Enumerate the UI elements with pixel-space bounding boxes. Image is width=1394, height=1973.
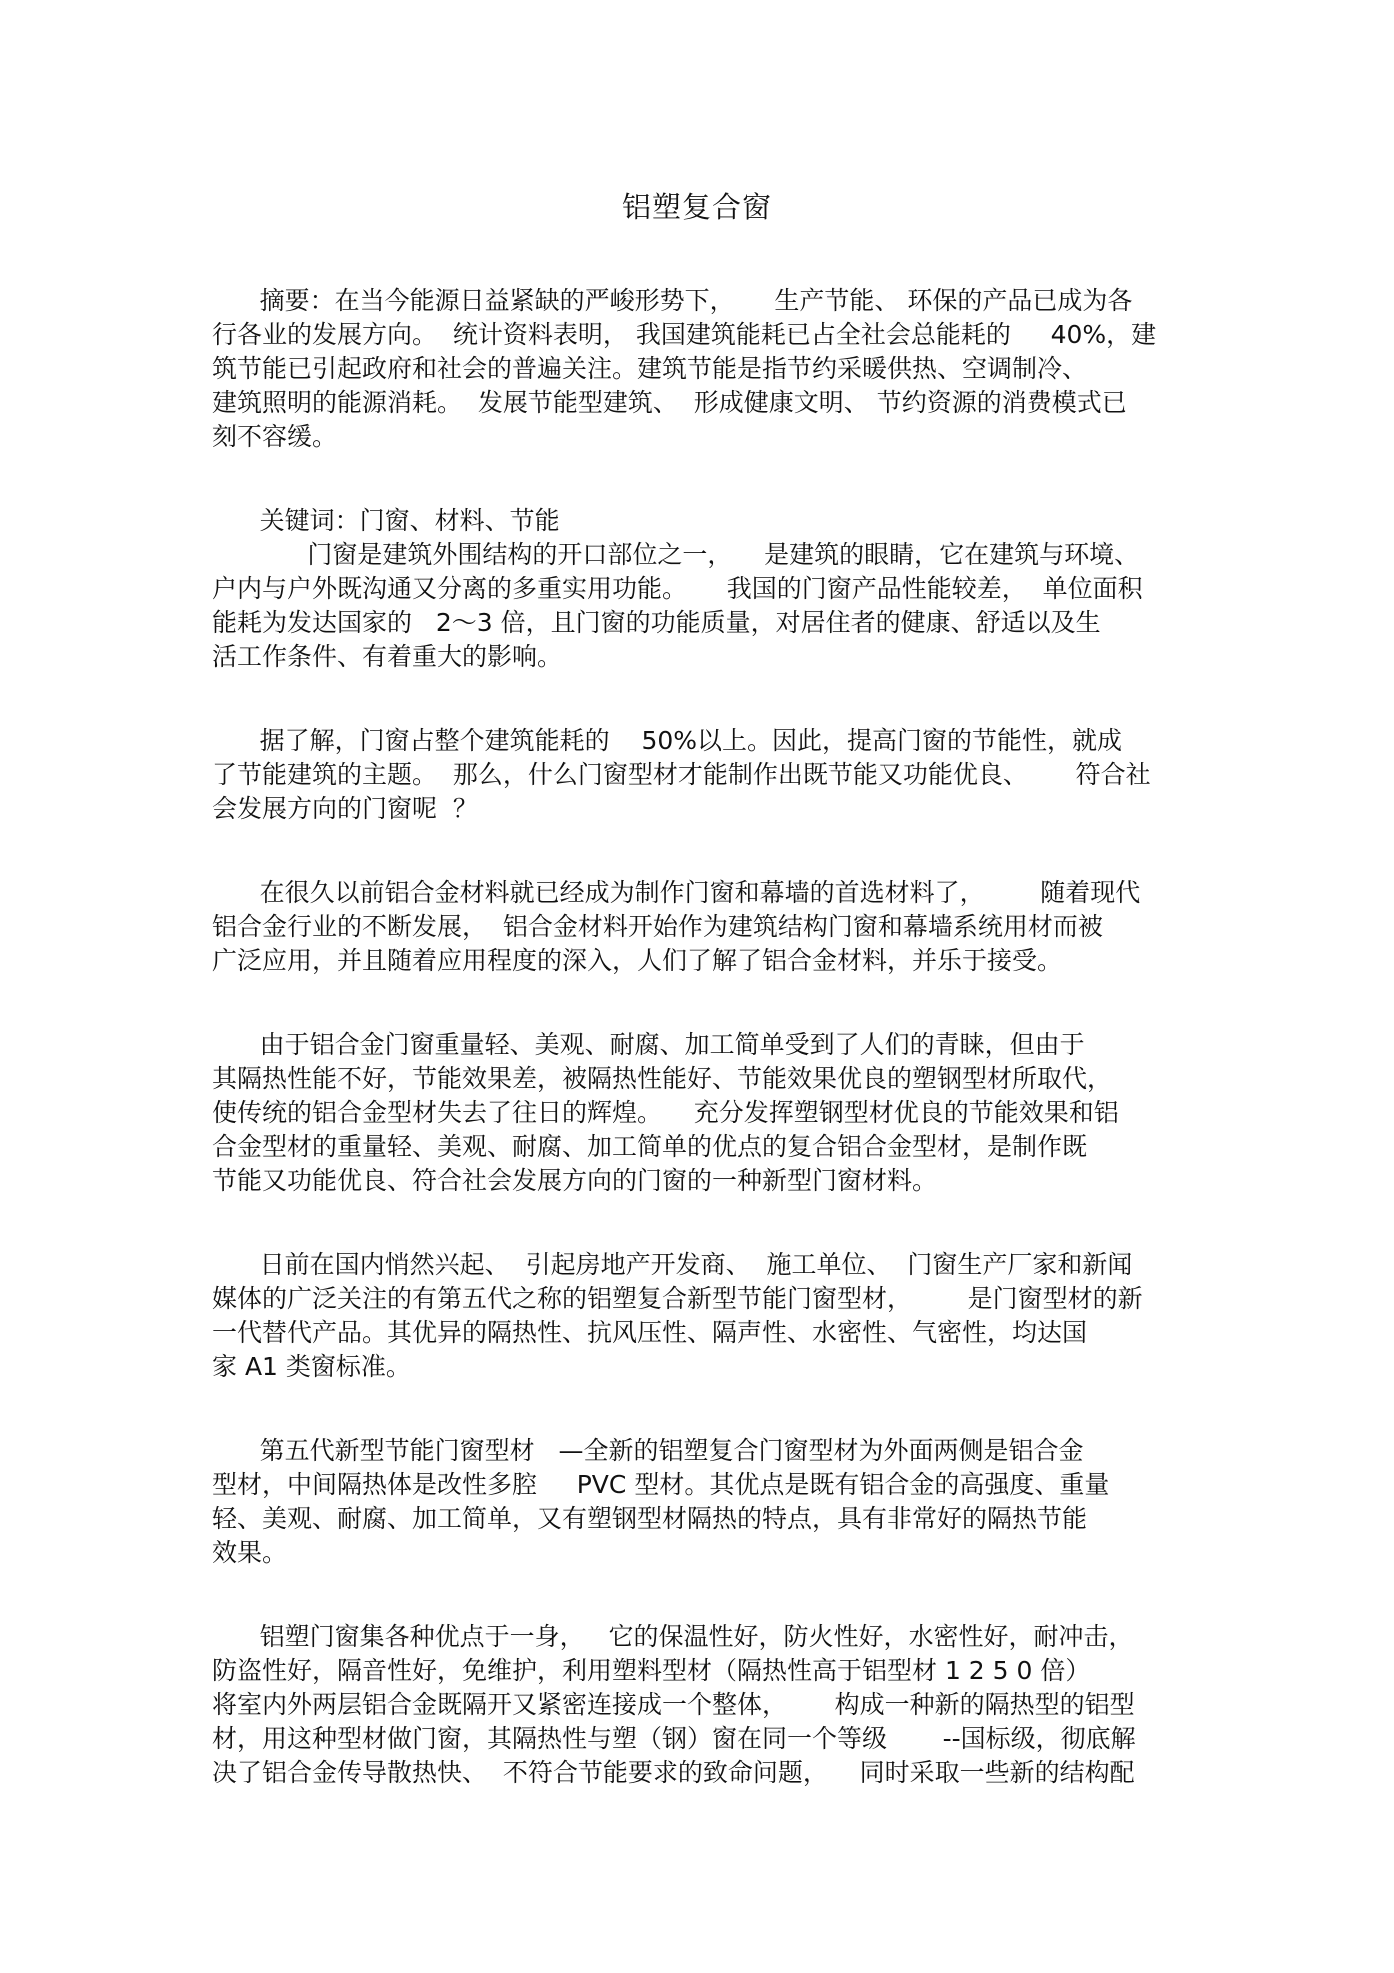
paragraph-line: 型材，中间隔热体是改性多腔 PVC 型材。其优点是既有铝合金的高强度、重量	[212, 1470, 1110, 1499]
paragraph-line: 其隔热性能不好，节能效果差，被隔热性能好、节能效果优良的塑钢型材所取代，	[212, 1064, 1113, 1093]
paragraph-line: 媒体的广泛关注的有第五代之称的铝塑复合新型节能门窗型材， 是门窗型材的新	[212, 1284, 1143, 1313]
paragraph-line: 使传统的铝合金型材失去了往日的辉煌。 充分发挥塑钢型材优良的节能效果和铝	[212, 1098, 1119, 1127]
paragraph-line: 日前在国内悄然兴起、 引起房地产开发商、 施工单位、 门窗生产厂家和新闻	[212, 1250, 1133, 1279]
paragraph-line: 防盗性好，隔音性好，免维护，利用塑料型材（隔热性高于铝型材 1 2 5 0 倍）	[212, 1656, 1091, 1685]
paragraph-line: 效果。	[212, 1538, 288, 1567]
paragraph-line: 铝塑门窗集各种优点于一身， 它的保温性好，防火性好，水密性好，耐冲击，	[212, 1622, 1134, 1651]
paragraph-line: 刻不容缓。	[212, 422, 338, 451]
paragraph-line: 合金型材的重量轻、美观、耐腐、加工简单的优点的复合铝合金型材，是制作既	[212, 1132, 1088, 1161]
paragraph-line: 广泛应用，并且随着应用程度的深入，人们了解了铝合金材料，并乐于接受。	[212, 946, 1063, 975]
keywords-line: 关键词：门窗、材料、节能	[212, 506, 560, 535]
paragraph-line: 建筑照明的能源消耗。 发展节能型建筑、 形成健康文明、 节约资源的消费模式已	[212, 388, 1127, 417]
paragraph-line: 第五代新型节能门窗型材 —全新的铝塑复合门窗型材为外面两侧是铝合金	[212, 1436, 1084, 1465]
paragraph-line: 据了解，门窗占整个建筑能耗的 50%以上。因此，提高门窗的节能性，就成	[212, 726, 1123, 755]
paragraph-line: 在很久以前铝合金材料就已经成为制作门窗和幕墙的首选材料了， 随着现代	[212, 878, 1141, 907]
paragraph-line: 材，用这种型材做门窗，其隔热性与塑（钢）窗在同一个等级 --国标级，彻底解	[212, 1724, 1136, 1753]
paragraph-line: 户内与户外既沟通又分离的多重实用功能。 我国的门窗产品性能较差， 单位面积	[212, 574, 1143, 603]
paragraph-line: 将室内外两层铝合金既隔开又紧密连接成一个整体， 构成一种新的隔热型的铝型	[212, 1690, 1135, 1719]
paragraph-line: 决了铝合金传导散热快、 不符合节能要求的致命问题， 同时采取一些新的结构配	[212, 1758, 1135, 1787]
paragraph-line: 行各业的发展方向。 统计资料表明， 我国建筑能耗已占全社会总能耗的 40%，建	[212, 320, 1157, 349]
paragraph-line: 铝合金行业的不断发展， 铝合金材料开始作为建筑结构门窗和幕墙系统用材而被	[212, 912, 1103, 941]
paragraph-line: 筑节能已引起政府和社会的普遍关注。建筑节能是指节约采暖供热、空调制冷、	[212, 354, 1088, 383]
paragraph-line: 由于铝合金门窗重量轻、美观、耐腐、加工简单受到了人们的青睐，但由于	[212, 1030, 1085, 1059]
paragraph-line: 轻、美观、耐腐、加工简单，又有塑钢型材隔热的特点，具有非常好的隔热节能	[212, 1504, 1088, 1533]
paragraph-line: 能耗为发达国家的 2～3 倍，且门窗的功能质量，对居住者的健康、舒适以及生	[212, 608, 1101, 637]
paragraph-line: 门窗是建筑外围结构的开口部位之一， 是建筑的眼睛，它在建筑与环境、	[212, 540, 1140, 569]
paragraph-line: 了节能建筑的主题。 那么，什么门窗型材才能制作出既节能又功能优良、 符合社	[212, 760, 1151, 789]
paragraph-line: 活工作条件、有着重大的影响。	[212, 642, 563, 671]
paragraph-line: 会发展方向的门窗呢 ？	[212, 794, 478, 823]
document-title: 铝塑复合窗	[621, 190, 772, 224]
paragraph-line: 摘要：在当今能源日益紧缺的严峻形势下， 生产节能、 环保的产品已成为各	[212, 286, 1133, 315]
paragraph-line: 节能又功能优良、符合社会发展方向的门窗的一种新型门窗材料。	[212, 1166, 938, 1195]
paragraph-line: 家 A1 类窗标准。	[212, 1352, 411, 1381]
paragraph-line: 一代替代产品。其优异的隔热性、抗风压性、隔声性、水密性、气密性，均达国	[212, 1318, 1088, 1347]
